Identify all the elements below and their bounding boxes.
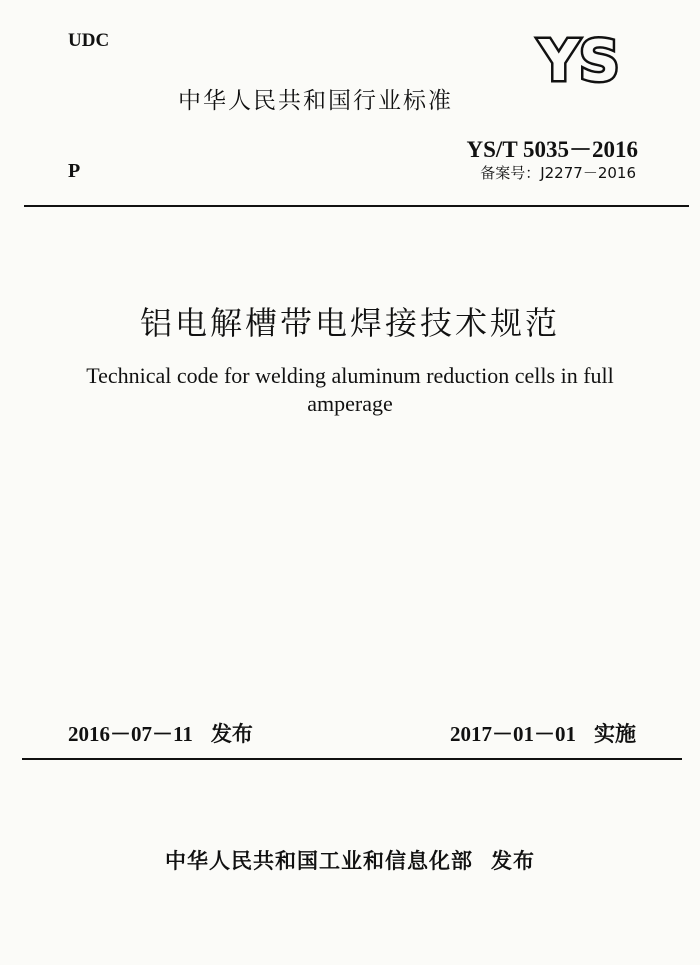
implementation-date-value: 2017－01－01 xyxy=(450,722,576,746)
top-divider xyxy=(24,205,689,207)
ys-logo-text: YS xyxy=(538,29,620,90)
bottom-divider xyxy=(22,758,682,760)
standard-type: 中华人民共和国行业标准 xyxy=(178,88,453,114)
record-number: 备案号：J2277－2016 xyxy=(480,164,636,182)
issuer-name: 中华人民共和国工业和信息化部 xyxy=(165,849,473,873)
title-chinese: 铝电解槽带电焊接技术规范 xyxy=(139,305,560,341)
issuer xyxy=(0,845,700,875)
classification-code: P xyxy=(68,160,81,182)
issue-label: 发布 xyxy=(210,722,253,746)
issue-date-value: 2016－07－11 xyxy=(68,722,193,746)
issuer-action: 发布 xyxy=(491,849,535,873)
issue-date xyxy=(68,718,253,748)
standard-number: YS/T 5035－2016 xyxy=(466,137,638,162)
implementation-date xyxy=(450,718,636,748)
title-english: Technical code for welding aluminum reduction cells in full amperage xyxy=(86,363,614,416)
udc-label: UDC xyxy=(68,30,110,51)
ys-logo xyxy=(520,28,638,90)
implementation-label: 实施 xyxy=(594,722,636,746)
